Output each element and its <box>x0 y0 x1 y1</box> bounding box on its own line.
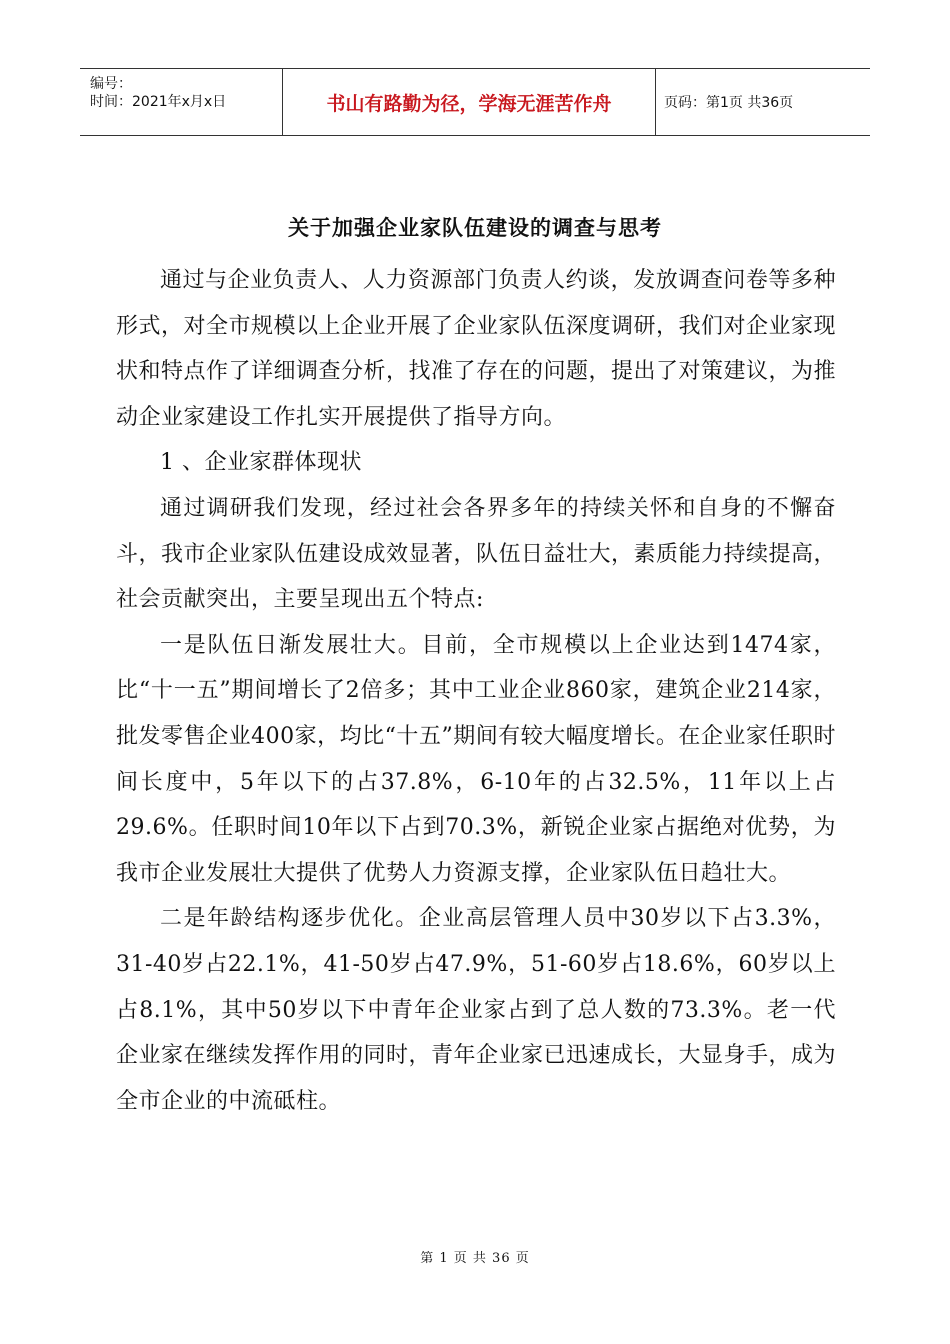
paragraph: 一是队伍日渐发展壮大。目前，全市规模以上企业达到1474家，比“十一五”期间增长了2倍多；其中工业企业860家，建筑企业214家，批发零售企业400家，均比“十五”期间有较大幅度增长。在企业家任职时间长度中，5年以下的占37.8%，6-10年的占32.5%，11年以上占29.6%。任职时间10年以下占到70.3%，新锐企业家占据绝对优势，为我市企业发展壮大提供了优势人力资源支撑，企业家队伍日趋壮大。 <box>116 632 836 886</box>
section-heading: 1 、企业家群体现状 <box>160 450 362 476</box>
document-body <box>116 258 836 1124</box>
header-motto: 书山有路勤为径，学海无涯苦作舟 <box>282 69 656 135</box>
serial-label: 编号： <box>90 76 132 92</box>
paragraph: 通过调研我们发现，经过社会各界多年的持续关怀和自身的不懈奋斗，我市企业家队伍建设成效显著，队伍日益壮大，素质能力持续提高，社会贡献突出，主要呈现出五个特点: <box>116 495 837 613</box>
paragraph: 通过与企业负责人、人力资源部门负责人约谈，发放调查问卷等多种形式，对全市规模以上企业开展了企业家队伍深度调研，我们对企业家现状和特点作了详细调查分析，找准了存在的问题，提出了对策建议，为推动企业家建设工作扎实开展提供了指导方向。 <box>116 268 837 430</box>
document-header <box>80 68 870 136</box>
paragraph: 二是年龄结构逐步优化。企业高层管理人员中30岁以下占3.3%，31-40岁占22.1%，41-50岁占47.9%，51-60岁占18.6%，60岁以上占8.1%，其中50岁以下中青年企业家占到了总人数的73.3%。老一代企业家在继续发挥作用的同时，青年企业家已迅速成长，大显身手，成为全市企业的中流砥柱。 <box>116 906 837 1114</box>
header-meta <box>80 69 282 135</box>
time-label: 时间：2021年x月x日 <box>90 94 227 110</box>
header-page-info: 页码：第1页 共36页 <box>664 95 794 111</box>
document-title: 关于加强企业家队伍建设的调查与思考 <box>288 216 662 240</box>
page-footer: 第 1 页 共 36 页 <box>420 1251 530 1266</box>
